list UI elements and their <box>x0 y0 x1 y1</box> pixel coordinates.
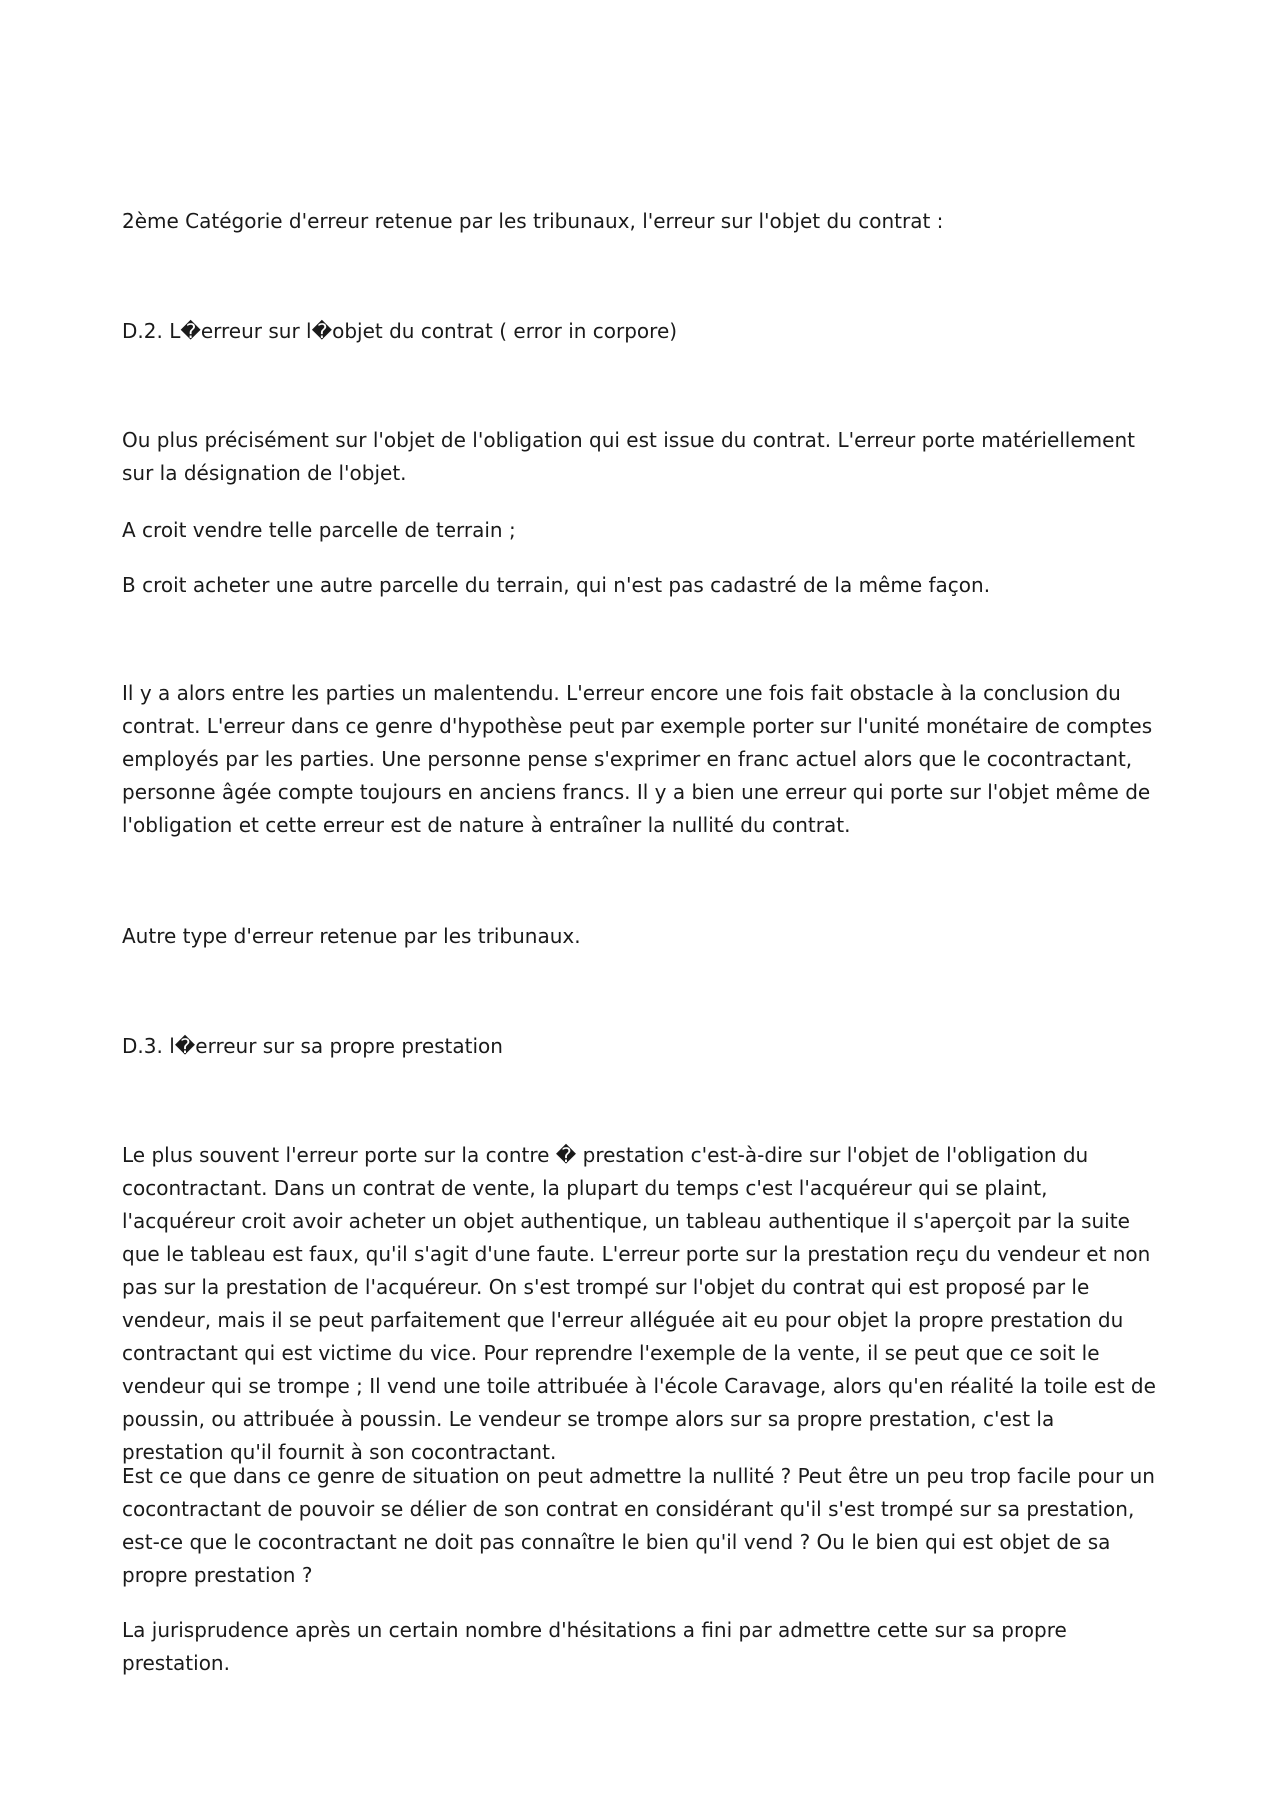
para-b-croit: B croit acheter une autre parcelle du terrain, qui n'est pas cadastré de la même façon. <box>122 573 991 597</box>
para-precisement: Ou plus précisément sur l'objet de l'obligation qui est issue du contrat. L'erreur porte matériellement sur la désignation de l'objet. <box>122 428 1135 485</box>
para-a-croit: A croit vendre telle parcelle de terrain ; <box>122 518 516 542</box>
para-autre-type: Autre type d'erreur retenue par les tribunaux. <box>122 924 581 948</box>
intro-category-2: 2ème Catégorie d'erreur retenue par les tribunaux, l'erreur sur l'objet du contrat : <box>122 209 944 233</box>
para-plus-souvent: Le plus souvent l'erreur porte sur la contre � prestation c'est-à-dire sur l'objet de l'obligation du cocontractant. Dans un contrat de vente, la plupart du temps c'est l'acquéreur qui se plaint, l'acquéreur croit avoir acheter un objet authentique, un tableau authentique il s'aperçoit par la suite que le tableau est faux, qu'il s'agit d'une faute. L'erreur porte sur la prestation reçu du vendeur et non pas sur la prestation de l'acquéreur. On s'est trompé sur l'objet du contrat qui est proposé par le vendeur, mais il se peut parfaitement que l'erreur alléguée ait eu pour objet la propre prestation du contractant qui est victime du vice. Pour reprendre l'exemple de la vente, il se peut que ce soit le vendeur qui se trompe ; Il vend une toile attribuée à l'école Caravage, alors qu'en réalité la toile est de poussin, ou attribuée à poussin. Le vendeur se trompe alors sur sa propre prestation, c'est la prestation qu'il fournit à son cocontractant. <box>122 1143 1156 1464</box>
heading-d2: D.2. L�erreur sur l�objet du contrat ( error in corpore) <box>122 319 678 343</box>
para-jurisprudence: La jurisprudence après un certain nombre d'hésitations a fini par admettre cette sur sa propre prestation. <box>122 1618 1067 1675</box>
para-est-ce-que: Est ce que dans ce genre de situation on peut admettre la nullité ? Peut être un peu trop facile pour un cocontractant de pouvoir se délier de son contrat en considérant qu'il s'est trompé sur sa prestation, est-ce que le cocontractant ne doit pas connaître le bien qu'il vend ? Ou le bien qui est objet de sa propre prestation ? <box>122 1464 1155 1587</box>
heading-d3: D.3. l�erreur sur sa propre prestation <box>122 1034 503 1058</box>
para-malentendu: Il y a alors entre les parties un malentendu. L'erreur encore une fois fait obstacle à la conclusion du contrat. L'erreur dans ce genre d'hypothèse peut par exemple porter sur l'unité monétaire de comptes employés par les parties. Une personne pense s'exprimer en franc actuel alors que le cocontractant, personne âgée compte toujours en anciens francs. Il y a bien une erreur qui porte sur l'objet même de l'obligation et cette erreur est de nature à entraîner la nullité du contrat. <box>122 681 1153 837</box>
